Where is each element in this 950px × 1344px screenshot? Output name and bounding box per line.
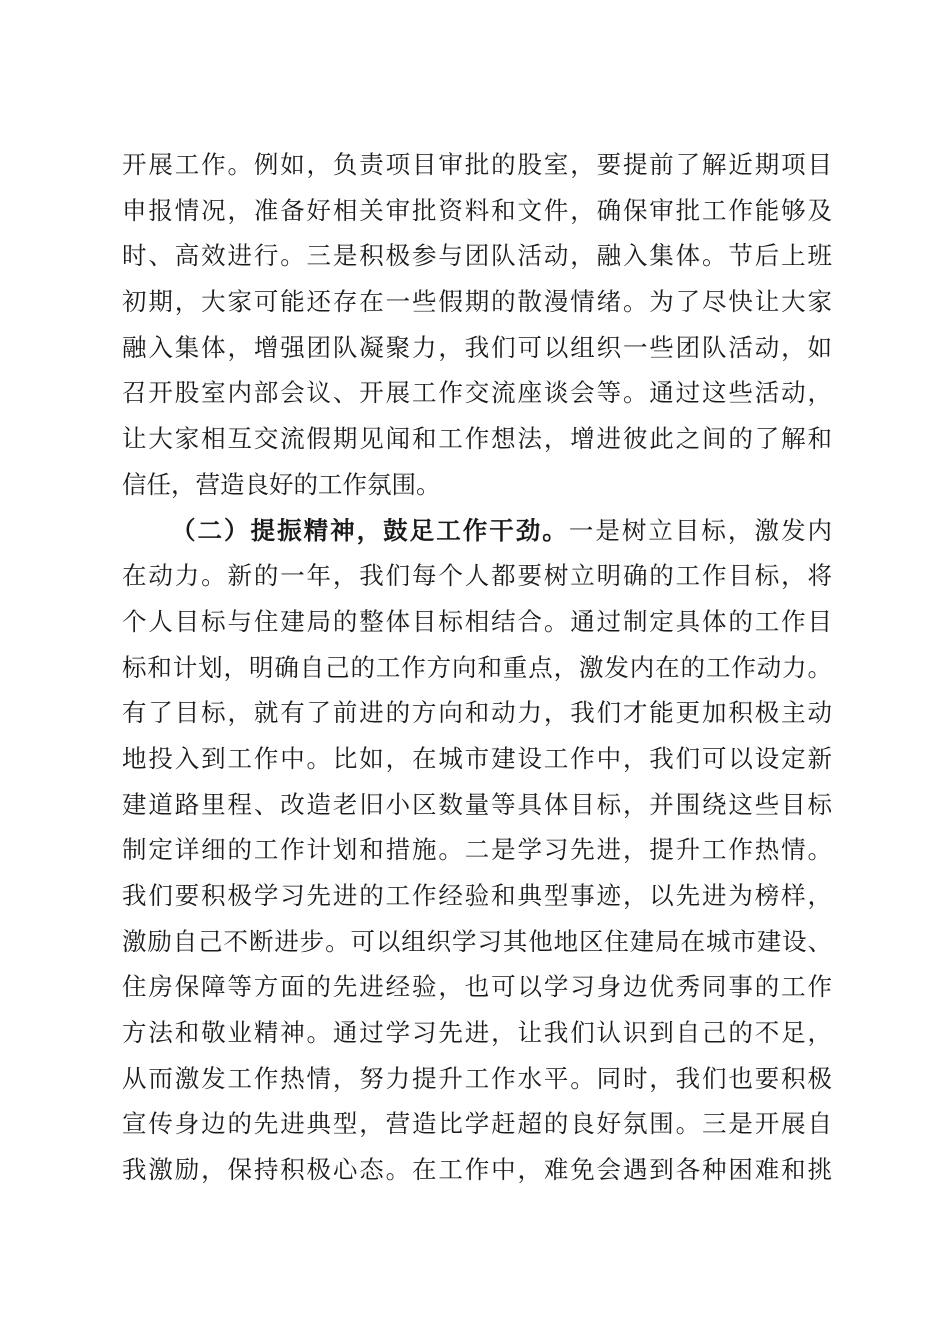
text-line: 制定详细的工作计划和措施。二是学习先进，提升工作热情。 [122,835,832,865]
paragraph-1 [122,142,832,508]
text-line: 地投入到工作中。比如，在城市建设工作中，我们可以设定新 [122,743,832,773]
text-line: 让大家相互交流假期见闻和工作想法，增进彼此之间的了解和 [122,424,832,454]
section-heading: （二）提振精神，鼓足工作干劲。 [171,515,569,545]
text-line: 我们要积极学习先进的工作经验和典型事迹，以先进为榜样， [122,881,832,910]
text-line: 建道路里程、改造老旧小区数量等具体目标，并围绕这些目标 [122,789,832,819]
text-line: 申报情况，准备好相关审批资料和文件，确保审批工作能够及 [122,195,832,225]
text-line: 方法和敬业精神。通过学习先进，让我们认识到自己的不足， [122,1018,832,1048]
text-line: 我激励，保持积极心态。在工作中，难免会遇到各种困难和挑 [122,1155,832,1185]
text-line: 时、高效进行。三是积极参与团队活动，融入集体。节后上班 [122,241,832,271]
text-line: 初期，大家可能还存在一些假期的散漫情绪。为了尽快让大家 [122,287,832,317]
text-line: 信任，营造良好的工作氛围。 [122,469,441,499]
text-line: 宣传身边的先进典型，营造比学赶超的良好氛围。三是开展自 [122,1109,832,1139]
paragraph-first-line [122,508,832,554]
text-line: 个人目标与住建局的整体目标相结合。通过制定具体的工作目 [122,606,832,636]
paragraph-2 [122,508,832,1193]
text-line: 开展工作。例如，负责项目审批的股室，要提前了解近期项目 [122,150,832,179]
text-line: 从而激发工作热情，努力提升工作水平。同时，我们也要积极 [122,1063,832,1093]
text-line: 标和计划，明确自己的工作方向和重点，激发内在的工作动力。 [122,652,832,682]
text-line: 召开股室内部会议、开展工作交流座谈会等。通过这些活动， [122,378,832,408]
heading-continuation: 一是树立目标，激发内 [568,515,832,545]
document-body [122,142,832,1193]
text-line: 融入集体，增强团队凝聚力，我们可以组织一些团队活动，如 [122,332,832,362]
text-line: 在动力。新的一年，我们每个人都要树立明确的工作目标，将 [122,561,832,591]
text-line: 激励自己不断进步。可以组织学习其他地区住建局在城市建设、 [122,926,832,956]
text-line: 有了目标，就有了前进的方向和动力，我们才能更加积极主动 [122,698,832,728]
text-line: 住房保障等方面的先进经验，也可以学习身边优秀同事的工作 [122,972,832,1002]
